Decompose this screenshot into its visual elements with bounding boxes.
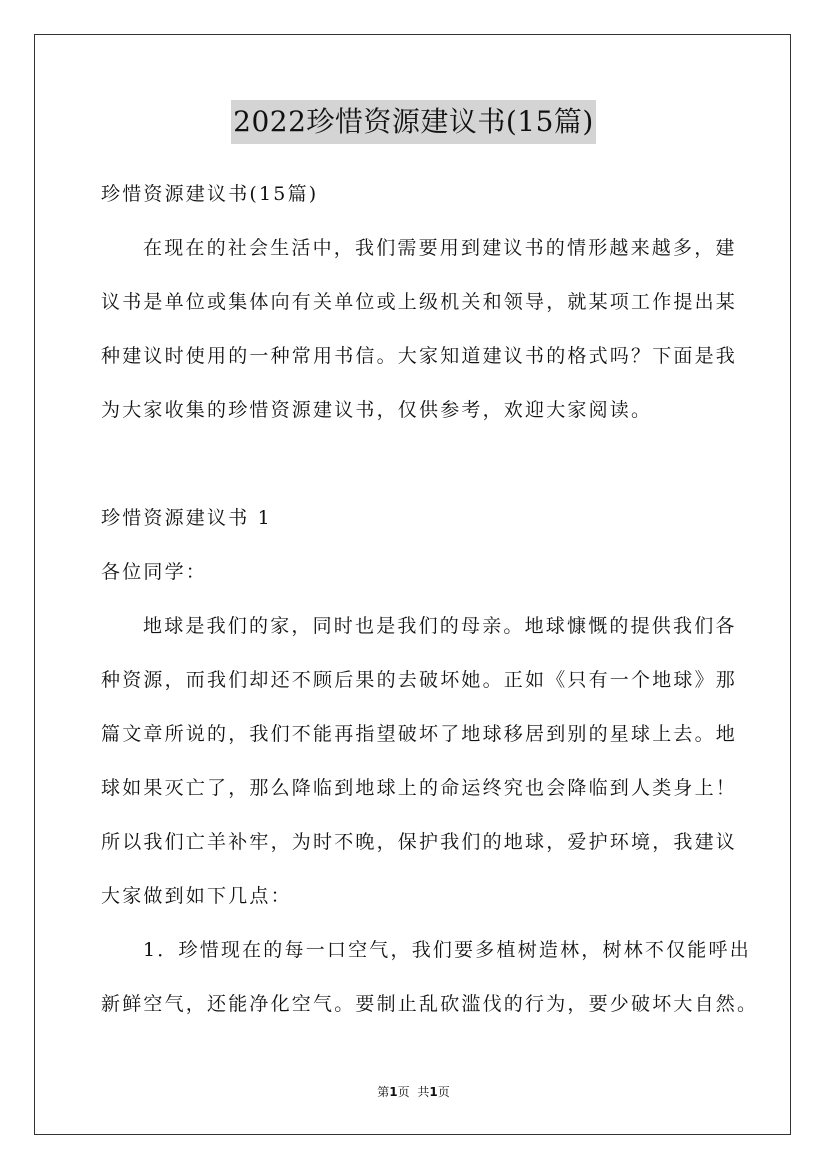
subtitle-line: 珍惜资源建议书(15篇) xyxy=(101,183,319,205)
intro-line-4: 为大家收集的珍惜资源建议书，仅供参考，欢迎大家阅读。 xyxy=(101,399,653,421)
point-line-2: 新鲜空气，还能净化空气。要制止乱砍滥伐的行为，要少破坏大自然。 xyxy=(101,993,759,1015)
greeting-line: 各位同学： xyxy=(101,561,208,583)
body-line-4: 球如果灭亡了，那么降临到地球上的命运终究也会降临到人类身上！ xyxy=(101,777,738,799)
page-footer xyxy=(0,1083,827,1101)
page-label-prefix: 第 xyxy=(377,1085,390,1099)
document-title-wrapper xyxy=(0,100,827,144)
intro-line-1: 在现在的社会生活中，我们需要用到建议书的情形越来越多，建 xyxy=(143,237,737,259)
body-line-1: 地球是我们的家，同时也是我们的母亲。地球慷慨的提供我们各 xyxy=(143,615,737,637)
intro-line-2: 议书是单位或集体向有关单位或上级机关和领导，就某项工作提出某 xyxy=(101,291,738,313)
body-line-5: 所以我们亡羊补牢，为时不晚，保护我们的地球，爱护环境，我建议 xyxy=(101,831,738,853)
body-line-2: 种资源，而我们却还不顾后果的去破坏她。正如《只有一个地球》那 xyxy=(101,669,738,691)
body-line-6: 大家做到如下几点： xyxy=(101,885,292,907)
point-line-1: 1．珍惜现在的每一口空气，我们要多植树造林，树林不仅能呼出 xyxy=(143,939,751,961)
total-pages: 1 xyxy=(429,1085,438,1099)
intro-line-3: 种建议时使用的一种常用书信。大家知道建议书的格式吗？下面是我 xyxy=(101,345,738,367)
document-title: 2022珍惜资源建议书(15篇) xyxy=(231,100,596,144)
section-heading: 珍惜资源建议书 1 xyxy=(101,507,272,529)
page-label-suffix: 页 xyxy=(397,1085,410,1099)
total-label-prefix: 共 xyxy=(417,1085,430,1099)
page-number: 1 xyxy=(389,1085,398,1099)
body-line-3: 篇文章所说的，我们不能再指望破坏了地球移居到别的星球上去。地 xyxy=(101,723,738,745)
total-label-suffix: 页 xyxy=(437,1085,450,1099)
